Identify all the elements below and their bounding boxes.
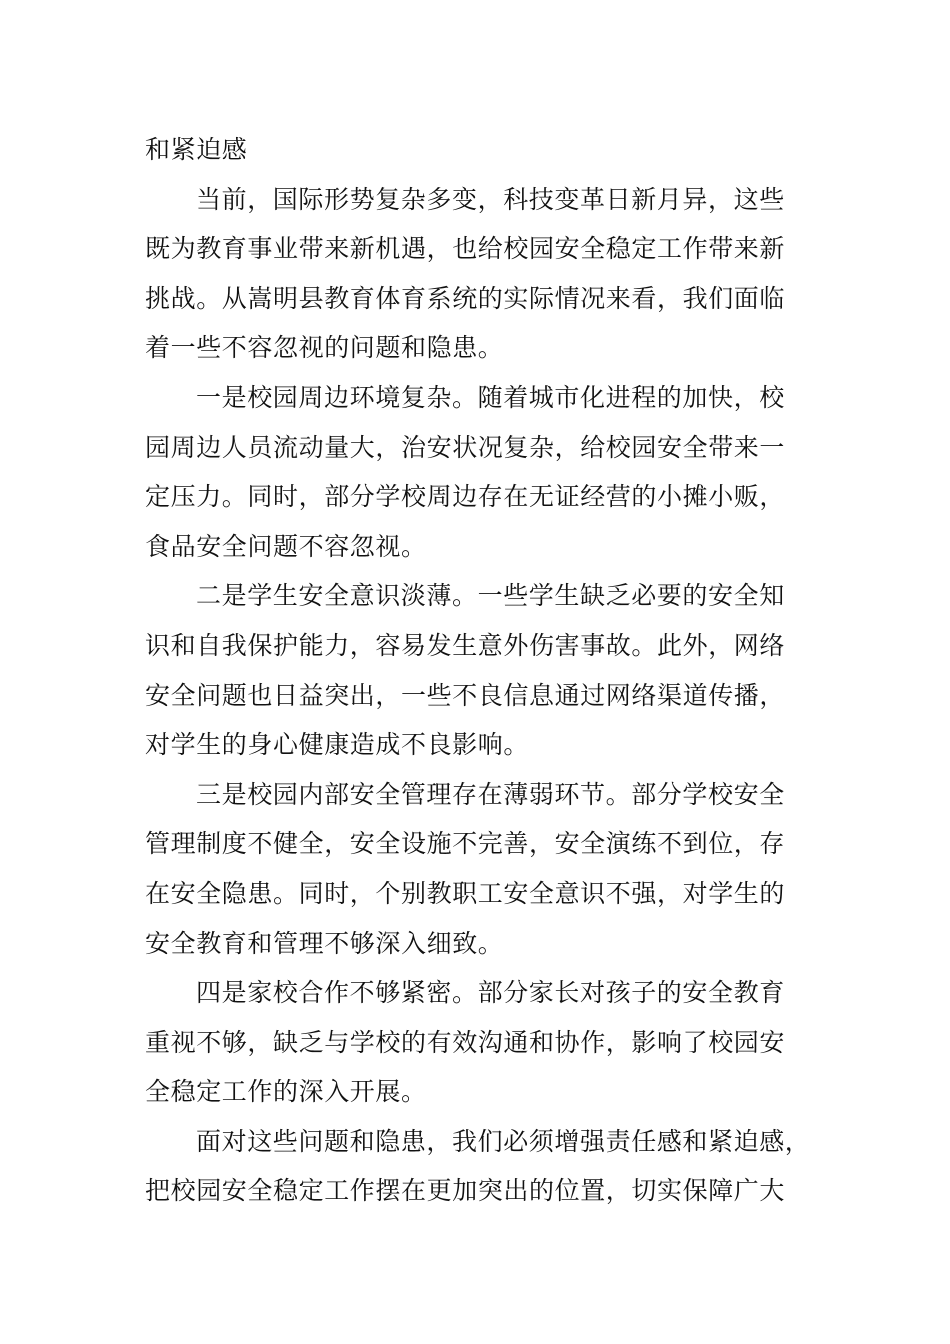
paragraph-first-line: 当前，国际形势复杂多变，科技变革日新月异，这些 <box>196 184 785 214</box>
text-line: 定压力。同时，部分学校周边存在无证经营的小摊小贩， <box>145 482 786 512</box>
text-line: 安全教育和管理不够深入细致。 <box>145 928 504 958</box>
text-line: 安全问题也日益突出，一些不良信息通过网络渠道传播， <box>145 680 786 710</box>
text-line: 挑战。从嵩明县教育体育系统的实际情况来看，我们面临 <box>145 283 786 313</box>
text-line: 全稳定工作的深入开展。 <box>145 1077 427 1107</box>
text-line: 把校园安全稳定工作摆在更加突出的位置，切实保障广大 <box>145 1176 786 1206</box>
text-line: 食品安全问题不容忽视。 <box>145 531 427 561</box>
text-line: 既为教育事业带来新机遇，也给校园安全稳定工作带来新 <box>145 234 786 264</box>
document-body <box>145 125 825 1216</box>
paragraph-first-line: 三是校园内部安全管理存在薄弱环节。部分学校安全 <box>196 779 785 809</box>
text-line: 管理制度不健全，安全设施不完善，安全演练不到位，存 <box>145 829 786 859</box>
text-line: 对学生的身心健康造成不良影响。 <box>145 730 530 760</box>
paragraph-first-line: 四是家校合作不够紧密。部分家长对孩子的安全教育 <box>196 978 785 1008</box>
text-line: 识和自我保护能力，容易发生意外伤害事故。此外，网络 <box>145 630 786 660</box>
text-line: 着一些不容忽视的问题和隐患。 <box>145 333 504 363</box>
text-line: 和紧迫感 <box>145 135 248 164</box>
paragraph-first-line: 二是学生安全意识淡薄。一些学生缺乏必要的安全知 <box>196 581 785 611</box>
paragraph-first-line: 一是校园周边环境复杂。随着城市化进程的加快，校 <box>196 382 785 412</box>
text-line: 在安全隐患。同时，个别教职工安全意识不强，对学生的 <box>145 878 786 908</box>
text-line: 重视不够，缺乏与学校的有效沟通和协作，影响了校园安 <box>145 1027 786 1057</box>
paragraph-first-line: 面对这些问题和隐患，我们必须增强责任感和紧迫感， <box>196 1126 811 1156</box>
text-line: 园周边人员流动量大，治安状况复杂，给校园安全带来一 <box>145 432 786 462</box>
